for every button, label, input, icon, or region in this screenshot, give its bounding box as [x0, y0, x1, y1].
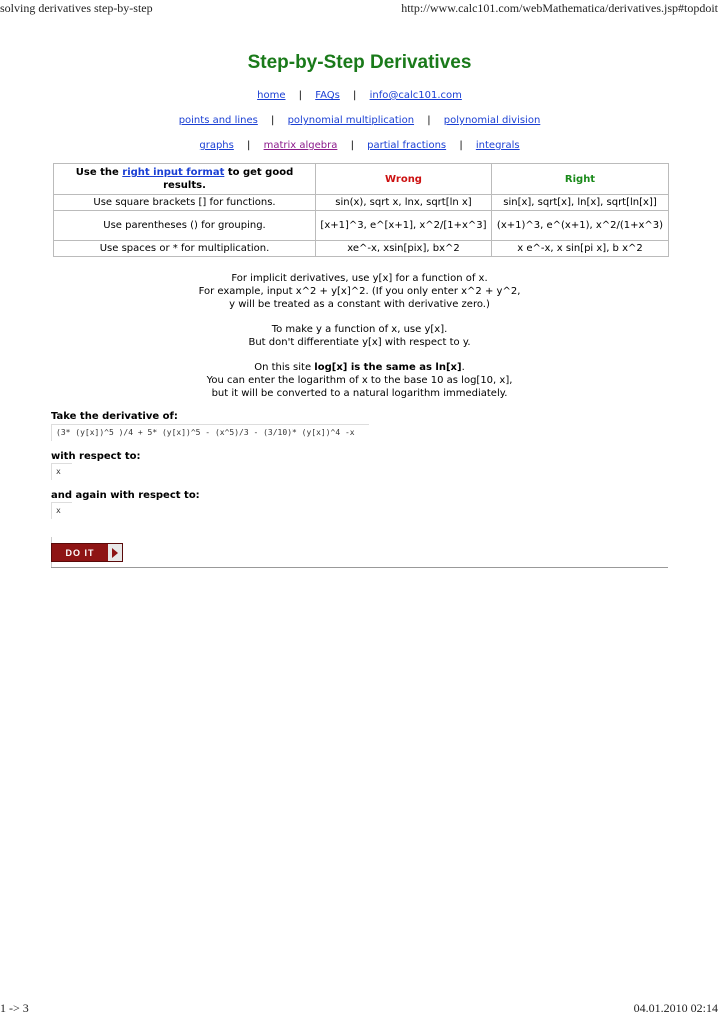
page-count: 1 -> 3 — [0, 1001, 29, 1015]
log-suffix: . — [461, 362, 465, 373]
wrong-cell: xe^-x, xsin[pix], bx^2 — [316, 241, 492, 257]
nav-link-integrals[interactable]: integrals — [475, 140, 520, 151]
input-format-table — [53, 163, 669, 257]
right-cell: x e^-x, x sin[pi x], b x^2 — [492, 241, 669, 257]
column-header-wrong: Wrong — [316, 164, 492, 195]
wrong-cell: [x+1]^3, e^[x+1], x^2/[1+x^3] — [316, 211, 492, 241]
nav-link-home[interactable]: home — [257, 90, 286, 101]
nav-separator: | — [353, 90, 357, 101]
respect-input[interactable]: x — [51, 463, 72, 480]
do-it-label: DO IT — [65, 547, 95, 558]
info-line: y will be treated as a constant with derivative zero.) — [229, 299, 490, 310]
table-header-cell — [54, 164, 316, 195]
info-line: You can enter the logarithm of x to the base 10 as log[10, x], — [206, 375, 513, 386]
respect-label: with respect to: — [51, 451, 141, 462]
do-it-button[interactable] — [51, 543, 123, 562]
nav-link-email[interactable]: info@calc101.com — [369, 90, 462, 101]
nav-separator: | — [459, 140, 463, 151]
table-row — [54, 195, 669, 211]
info-line: For example, input x^2 + y[x]^2. (If you only enter x^2 + y^2, — [198, 286, 521, 297]
implicit-derivatives-note — [0, 272, 719, 311]
page-title: Step-by-Step Derivatives — [247, 52, 472, 73]
table-header-row — [54, 164, 669, 195]
table-row — [54, 241, 669, 257]
log-bold: log[x] is the same as ln[x] — [314, 362, 462, 373]
header-suffix: to get good results. — [163, 167, 294, 191]
nav-link-points-and-lines[interactable]: points and lines — [178, 115, 258, 126]
info-line: but it will be converted to a natural logarithm immediately. — [211, 388, 508, 399]
info-line: For implicit derivatives, use y[x] for a function of x. — [231, 273, 488, 284]
nav-separator: | — [427, 115, 431, 126]
info-line: To make y a function of x, use y[x]. — [271, 324, 448, 335]
nav-link-matrix-algebra[interactable]: matrix algebra — [263, 140, 338, 151]
rule-cell: Use square brackets [] for functions. — [54, 195, 316, 211]
nav-link-polynomial-multiplication[interactable]: polynomial multiplication — [287, 115, 415, 126]
rule-cell: Use spaces or * for multiplication. — [54, 241, 316, 257]
right-input-format-link[interactable]: right input format — [122, 167, 225, 178]
nav-link-polynomial-division[interactable]: polynomial division — [443, 115, 541, 126]
nav-separator: | — [247, 140, 251, 151]
nav-separator: | — [350, 140, 354, 151]
nav-row-3 — [0, 140, 719, 151]
info-line: But don't differentiate y[x] with respect to y. — [248, 337, 471, 348]
right-cell: sin[x], sqrt[x], ln[x], sqrt[ln[x]] — [492, 195, 669, 211]
print-timestamp: 04.01.2010 02:14 — [633, 1001, 718, 1015]
form-divider — [51, 567, 668, 568]
log-prefix: On this site — [254, 362, 312, 373]
nav-row-1 — [0, 90, 719, 101]
derivative-input[interactable]: (3* (y[x])^5 )/4 + 5* (y[x])^5 - (x^5)/3 - (3/10)* (y[x])^4 -x — [51, 424, 369, 441]
nav-separator: | — [298, 90, 303, 101]
y-function-note — [0, 323, 719, 349]
table-row — [54, 211, 669, 241]
header-prefix: Use the — [75, 167, 119, 178]
column-header-right: Right — [492, 164, 669, 195]
play-arrow-icon — [108, 544, 122, 561]
info-line — [0, 361, 719, 374]
right-cell: (x+1)^3, e^(x+1), x^2/(1+x^3) — [492, 211, 669, 241]
logarithm-note — [0, 361, 719, 400]
print-header-title: solving derivatives step-by-step — [0, 1, 153, 15]
rule-cell: Use parentheses () for grouping. — [54, 211, 316, 241]
nav-link-graphs[interactable]: graphs — [199, 140, 234, 151]
print-header-url: http://www.calc101.com/webMathematica/derivatives.jsp#topdoit — [401, 1, 718, 15]
wrong-cell: sin(x), sqrt x, lnx, sqrt[ln x] — [316, 195, 492, 211]
derivative-label: Take the derivative of: — [51, 411, 178, 422]
again-respect-input[interactable]: x — [51, 502, 72, 519]
again-respect-label: and again with respect to: — [51, 490, 200, 501]
nav-link-faqs[interactable]: FAQs — [315, 90, 340, 101]
nav-row-2 — [0, 115, 719, 126]
nav-link-partial-fractions[interactable]: partial fractions — [367, 140, 447, 151]
nav-separator: | — [271, 115, 275, 126]
